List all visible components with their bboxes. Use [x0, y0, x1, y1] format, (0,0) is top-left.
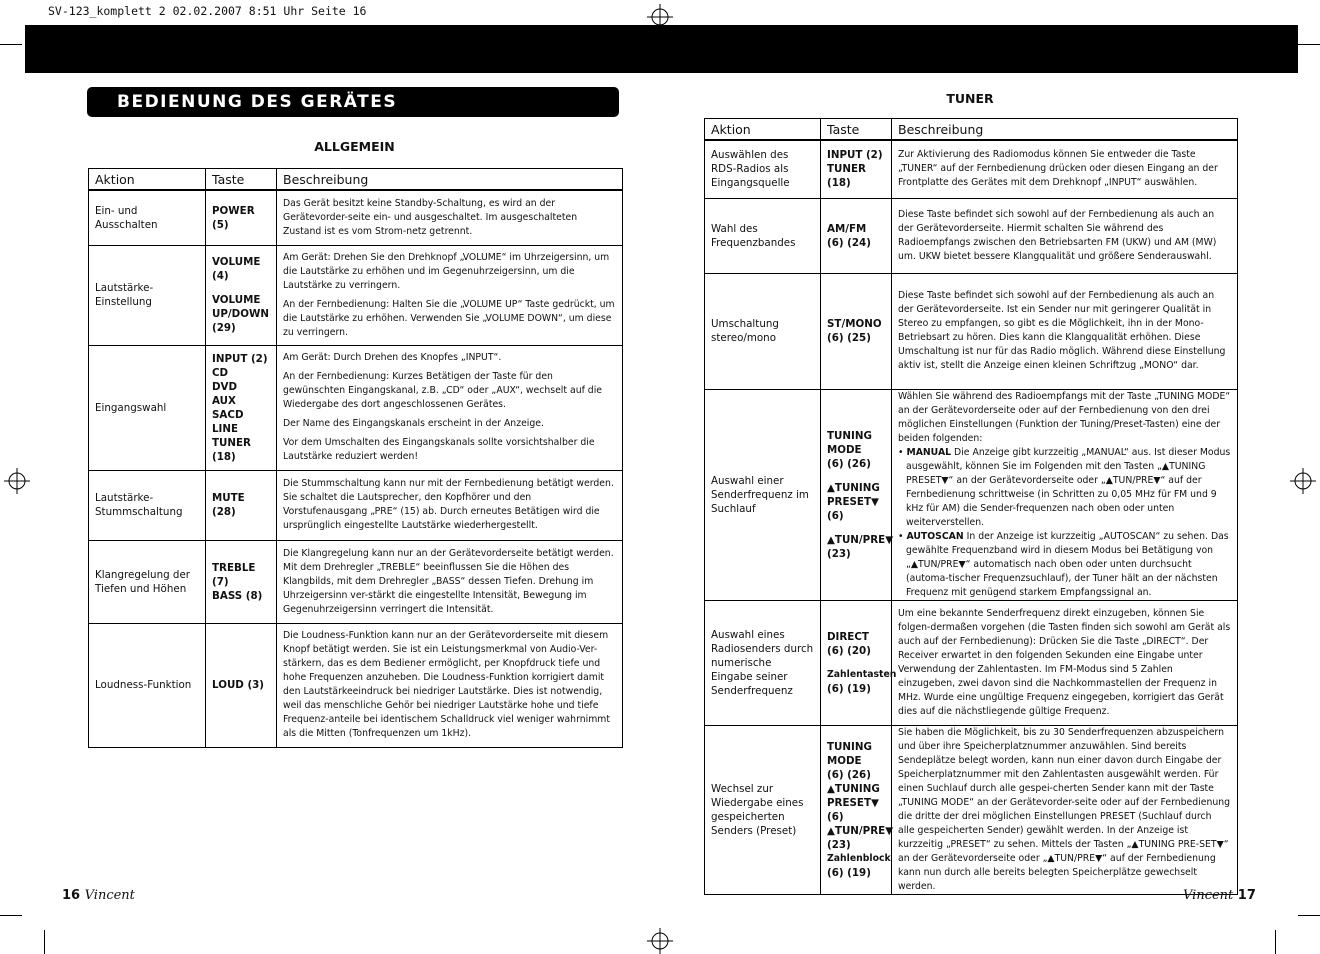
key-cell: [821, 725, 892, 894]
table-header-row: [89, 169, 623, 191]
description-cell: [892, 198, 1238, 273]
key-label: Zahlentasten: [827, 668, 897, 680]
key-cell: [821, 273, 892, 389]
key-label: LOUD (3): [212, 679, 265, 691]
description-text: Vor dem Umschalten des Eingangskanals sollte vorsichtshalber die Lautstärke reduziert werden!: [283, 437, 595, 462]
key-label: MUTE (28): [212, 492, 245, 518]
column-header: Beschreibung: [277, 169, 623, 191]
key-label: (6) (26): [827, 768, 871, 781]
crop-mark: [1298, 44, 1320, 45]
tuner-table: [704, 118, 1238, 895]
table-row: [705, 273, 1238, 389]
table-row: [89, 623, 623, 747]
table-row: [89, 345, 623, 470]
description-cell: [277, 245, 623, 345]
registration-mark-icon: [647, 928, 673, 954]
description-text: Die Stummschaltung kann nur mit der Fernbedienung betätigt werden. Sie schaltet die Lautsprecher, den Kopfhörer und den Vorstufenausgang „PRE“ (15) ab. Durch erneutes Betätigen wird die ursprünglich eingestellte Lautstärke wiederhergestellt.: [283, 478, 614, 531]
bullet-item: • AUTOSCAN In der Anzeige ist kurzzeitig „AUTOSCAN“ zu sehen. Das gewählte Frequenzband wird in diesem Modus bei Betätigung von „▲TUN/PRE▼“ automatisch nach oben oder unten durchsucht (automa-tischer Frequenzsuchlauf), der Tuner hält an der nächsten Frequenz mit genügend starkem Empfangssignal an.: [898, 530, 1229, 598]
action-cell: Wechsel zur Wiedergabe eines gespeicherten Senders (Preset): [705, 725, 821, 894]
table-row: [705, 600, 1238, 725]
table-row: [89, 245, 623, 345]
key-label: VOLUME UP/DOWN (29): [212, 294, 269, 334]
bullet-text: In der Anzeige ist kurzzeitig „AUTOSCAN“ zu sehen. Das gewählte Frequenzband wird in diesem Modus bei Betätigung von „▲TUN/PRE▼“ automatisch nach oben oder unten durchsucht (automa-tischer Frequenzsuchlauf), der Tuner hält an der nächsten Frequenz mit genügend starkem Empfangssignal an.: [906, 530, 1229, 598]
action-cell: Klangregelung der Tiefen und Höhen: [89, 540, 206, 623]
key-label: DIRECT: [827, 630, 869, 643]
action-cell: Umschaltung stereo/mono: [705, 273, 821, 389]
description-text: Sie haben die Möglichkeit, bis zu 30 Senderfrequenzen abzuspeichern und über ihre Speicherplatznummer anzuwählen. Sind bereits Sendeplätze belegt worden, kann nun einer davon durch Eingabe der Speicherplatznummer mit den Zahlentasten ausgewählt werden. Für einen Suchlauf durch alle gespei-cherten Sender kann mit der Taste „TUNING MODE“ an der Gerätevorder-seite oder auf der Fernbedienung die dritte der drei möglichen Einstellungen PRESET (Suchlauf durch alle gespeicherten Sender) gewählt werden. In der Anzeige ist kurzzeitig „PRESET“ zu sehen. Mittels der Tasten „▲TUNING PRE-SET▼“ an der Gerätevorderseite oder „▲TUN/PRE▼“ auf der Fernbedienung kann nun durch alle bereits belegten Speicherplätze gewechselt werden.: [898, 726, 1231, 892]
key-spacer: [827, 523, 885, 533]
description-cell: [892, 389, 1238, 600]
key-cell: [821, 389, 892, 600]
key-label: (6) (25): [827, 332, 871, 344]
table-row: [89, 540, 623, 623]
section-title-tuner: TUNER: [946, 91, 994, 106]
registration-mark-icon: [4, 468, 30, 494]
page-footer-right: [1183, 888, 1256, 903]
allgemein-table: [88, 168, 623, 748]
crop-mark: [1298, 915, 1320, 916]
key-cell: [206, 623, 277, 747]
bullet-text: Die Anzeige gibt kurzzeitig „MANUAL“ aus. Ist dieser Modus ausgewählt, können Sie im Folgenden mit den Tasten „▲TUNING PRESET▼“ an der Gerätevorderseite oder „▲TUN/PRE▼“ auf der Fernbedienung schrittweise (in Schritten zu 0,05 MHz für FM und 9 kHz für AM) die Sender-frequenzen nach oben oder unten weiterverstellen.: [906, 446, 1231, 528]
page-footer-left: [62, 888, 135, 903]
description-cell: [892, 725, 1238, 894]
key-label: (6): [827, 810, 844, 823]
crop-mark: [0, 44, 22, 45]
table-row: [705, 725, 1238, 894]
description-text: Zur Aktivierung des Radiomodus können Sie entweder die Taste „TUNER“ auf der Fernbedienung drücken oder diesen Eingang an der Frontplatte des Gerätes mit dem Drehknopf „INPUT“ auswählen.: [898, 149, 1218, 189]
key-label: ▲TUNING PRESET▼: [827, 481, 880, 508]
description-text: Wählen Sie während des Radioempfangs mit der Taste „TUNING MODE“ an der Gerätevorderseite oder auf der Fernbedienung von den drei möglichen Einstellungen (Funktion der Tuning/Preset-Tasten) eine der beiden folgenden:: [898, 390, 1231, 444]
key-label: AM/FM: [827, 222, 867, 235]
action-cell: Eingangswahl: [89, 345, 206, 470]
column-header: Taste: [821, 119, 892, 141]
key-label: CD: [212, 366, 229, 379]
key-label: ST/MONO: [827, 318, 882, 330]
key-spacer: [827, 658, 885, 668]
column-header: Taste: [206, 169, 277, 191]
crop-mark: [1275, 930, 1276, 954]
description-cell: [277, 540, 623, 623]
key-label: Zahlenblock: [827, 852, 891, 864]
section-title-allgemein: ALLGEMEIN: [314, 139, 395, 154]
key-label: LINE: [212, 422, 239, 435]
description-cell: [277, 345, 623, 470]
description-text: Das Gerät besitzt keine Standby-Schaltung, es wird an der Gerätevorder-seite ein- und ausgeschaltet. Im ausgeschalteten Zustand ist es vom Strom-netz getrennt.: [283, 197, 578, 237]
key-label: POWER (5): [212, 204, 255, 231]
description-cell: [892, 140, 1238, 198]
action-cell: Auswahl einer Senderfrequenz im Suchlauf: [705, 389, 821, 600]
action-cell: Loudness-Funktion: [89, 623, 206, 747]
key-label: BASS (8): [212, 589, 263, 602]
description-cell: [277, 623, 623, 747]
description-text: Der Name des Eingangskanals erscheint in der Anzeige.: [283, 418, 544, 429]
table-row: [89, 190, 623, 245]
page-title-banner: BEDIENUNG DES GERÄTES: [87, 87, 619, 117]
bullet-term: MANUAL: [906, 446, 952, 458]
key-spacer: [827, 471, 885, 481]
key-cell: [206, 345, 277, 470]
table-row: [705, 389, 1238, 600]
crop-mark: [0, 915, 22, 916]
bullet-item: • MANUAL Die Anzeige gibt kurzzeitig „MANUAL“ aus. Ist dieser Modus ausgewählt, können Sie im Folgenden mit den Tasten „▲TUNING PRESET▼“ an der Gerätevorderseite oder „▲TUN/PRE▼“ auf der Fernbedienung schrittweise (in Schritten zu 0,05 MHz für FM und 9 kHz für AM) die Sender-frequenzen nach oben oder unten weiterverstellen.: [898, 446, 1231, 528]
column-header: Aktion: [89, 169, 206, 191]
key-label: TUNER (18): [827, 163, 866, 190]
key-cell: [821, 140, 892, 198]
description-cell: [277, 190, 623, 245]
description-cell: [277, 470, 623, 540]
action-cell: Ein- und Ausschalten: [89, 190, 206, 245]
column-header: Beschreibung: [892, 119, 1238, 141]
description-text: Die Klangregelung kann nur an der Gerätevorderseite betätigt werden. Mit dem Drehregler „TREBLE“ beeinflussen Sie die Höhen des Klangbilds, mit dem Drehregler „BASS“ dessen Tiefen. Drehung im Uhrzeigersinn ver-stärkt die eingestellte Intensität, Bewegung im Gegenuhrzeigersinn verringert die Intensität.: [283, 547, 614, 615]
description-text: An der Fernbedienung: Halten Sie die „VOLUME UP“ Taste gedrückt, um die Lautstärke zu erhöhen. Verwenden Sie „VOLUME DOWN“, um diese zu verringern.: [283, 298, 615, 338]
registration-mark-icon: [1290, 468, 1316, 494]
key-label: TUNING MODE: [827, 429, 872, 456]
key-label: (23): [827, 547, 851, 560]
key-label: AUX: [212, 394, 236, 407]
description-cell: [892, 600, 1238, 725]
action-cell: Lautstärke-Stummschaltung: [89, 470, 206, 540]
key-label: (6) (19): [827, 866, 871, 879]
key-cell: [821, 600, 897, 725]
key-label: (6): [827, 509, 844, 522]
key-label: VOLUME (4): [212, 256, 261, 282]
table-row: [705, 140, 1238, 198]
description-text: Um eine bekannte Senderfrequenz direkt einzugeben, können Sie folgen-dermaßen vorgehen (die Tasten finden sich sowohl am Gerät als auch auf der Fernbedienung): Drücken Sie die Taste „DIRECT“. Der Receiver erwartet in den folgenden Sekunden eine Eingabe unter Verwendung der Zahlentasten. Im FM-Modus sind 5 Zahlen einzugeben, zwei davon sind die Nachkommastellen der Frequenz in MHz. Wurde eine ungültige Frequenz eingegeben, korrigiert das Gerät dies auf die nächstliegende gültige Frequenz.: [898, 607, 1231, 717]
brand-name: Vincent: [1183, 888, 1234, 903]
top-black-bar: [25, 25, 1298, 73]
key-cell: [206, 540, 277, 623]
key-label: (23): [827, 838, 851, 851]
key-label: TREBLE (7): [212, 561, 256, 588]
description-text: An der Fernbedienung: Kurzes Betätigen der Taste für den gewünschten Eingangskanal, z.B. „CD“ oder „AUX“, wechselt auf die Wiedergabe des dort angeschlossenen Gerätes.: [283, 371, 603, 410]
key-cell: [206, 190, 277, 245]
key-label: (6) (20): [827, 644, 871, 657]
crop-mark: [44, 930, 45, 954]
page-number: 17: [1237, 888, 1256, 903]
key-label: (6) (19): [827, 682, 871, 695]
key-label: TUNING MODE: [827, 740, 872, 767]
key-label: ▲TUNING PRESET▼: [827, 782, 880, 809]
key-label: SACD: [212, 408, 244, 421]
action-cell: Auswählen des RDS-Radios als Eingangsquelle: [705, 140, 821, 198]
key-cell: [821, 198, 892, 273]
description-text: Die Loudness-Funktion kann nur an der Gerätevorderseite mit diesem Knopf betätigt werden. Sie ist ein Leistungsmerkmal von Audio-Ver-stärkern, das es dem Bediener ermöglicht, per Knopfdruck tiefe und hohe Frequenzen anzuheben. Die Loudness-Funktion korrigiert damit den Lautstärkeeindruck bei niedriger Lautstärke. Dies ist notwendig, weil das menschliche Gehör bei niedriger Lautstärke hohe und tiefe Frequenz-anteile bei identischem Schalldruck viel weniger wahrnimmt als die Mitten (Tonfrequenzen um 1kHz).: [283, 630, 610, 739]
key-spacer: [212, 283, 270, 293]
action-cell: Wahl des Frequenzbandes: [705, 198, 821, 273]
print-slug: SV-123_komplett 2 02.02.2007 8:51 Uhr Seite 16: [48, 4, 367, 18]
key-label: TUNER (18): [212, 436, 251, 463]
key-label: INPUT (2): [827, 149, 883, 162]
bullet-term: AUTOSCAN: [906, 530, 964, 542]
description-text: Am Gerät: Durch Drehen des Knopfes „INPUT“.: [283, 352, 502, 363]
table-row: [89, 470, 623, 540]
key-label: ▲TUN/PRE▼: [827, 533, 894, 546]
key-label: (6) (26): [827, 457, 871, 470]
action-cell: Auswahl eines Radiosenders durch numerische Eingabe seiner Senderfrequenz: [705, 600, 821, 725]
registration-mark-icon: [647, 4, 673, 30]
description-text: Diese Taste befindet sich sowohl auf der Fernbedienung als auch an der Gerätevorderseite. Hiermit schalten Sie während des Radioempfangs zwischen den Betriebsarten FM (UKW) und AM (MW) um. UKW bietet bessere Klangqualität und größere Senderauswahl.: [898, 208, 1217, 262]
description-text: Diese Taste befindet sich sowohl auf der Fernbedienung als auch an der Gerätevorderseite. Ist ein Sender nur mit geringerer Qualität in Stereo zu empfangen, so gibt es die Möglichkeit, ihn in der Mono-Betriebsart zu hören. Dies kann die Klangqualität erhöhen. Diese Umschaltung ist nur für das Radio möglich. Während diese Einstellung aktiv ist, stellt die Anzeige einen kleinen Schriftzug „MONO“ dar.: [898, 290, 1226, 371]
action-cell: Lautstärke-Einstellung: [89, 245, 206, 345]
key-cell: [206, 470, 277, 540]
key-label: INPUT (2): [212, 352, 268, 365]
description-text: Am Gerät: Drehen Sie den Drehknopf „VOLUME“ im Uhrzeigersinn, um die Lautstärke zu erhöhen und im Gegenuhrzeigersinn, um die Lautstärke zu verringern.: [283, 251, 610, 291]
page-number: 16: [62, 888, 81, 903]
key-label: DVD: [212, 380, 238, 393]
key-label: (6) (24): [827, 236, 871, 249]
column-header: Aktion: [705, 119, 821, 141]
brand-name: Vincent: [84, 888, 135, 903]
table-header-row: [705, 119, 1238, 141]
key-label: ▲TUN/PRE▼: [827, 824, 894, 837]
table-row: [705, 198, 1238, 273]
key-cell: [206, 245, 277, 345]
description-cell: [892, 273, 1238, 389]
